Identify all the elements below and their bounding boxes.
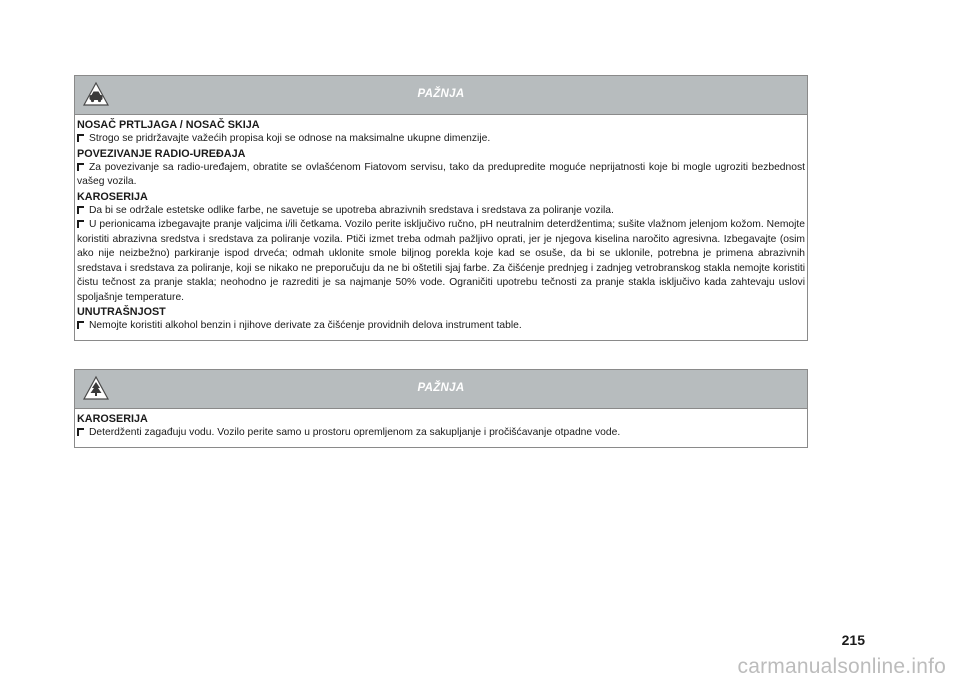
warning-header-2 — [75, 370, 807, 409]
bullet-icon — [77, 321, 86, 329]
bullet-icon — [77, 134, 86, 142]
paragraph: Za povezivanje sa radio-uređajem, obratite se ovlašćenom Fiatovom servisu, tako da predupredite moguće neprijatnosti koje bi mogle ugroziti bezbednost vašeg vozila. — [77, 161, 805, 187]
warning-box-1 — [74, 75, 808, 341]
paragraph: U perionicama izbegavajte pranje valjcima i/ili četkama. Vozilo perite isključivo ručno, pH neutralnim deterdžentima; sušite vlažnom jelenjom kožom. Nemojte koristiti abrazivna sredstva i sredstava za poliranje vozila. Ptiči izmet treba odmah pažljivo oprati, jer je njegova kiselina naročito agresivna. Izbegavajte (osim ako nije neizbežno) parkiranje ispod drveća; odmah uklonite smole biljnog porekla koje kad se osuše, da bi se uklonile, potrebna je primena abrazivnih sredstava i sredstava za poliranje, koji se nikako ne preporučuju da ne bi oštetili sjaj farbe. Za čišćenje prednjeg i zadnjeg vetrobranskog stakla nemojte koristiti čistu tečnost za pranje stakla; neohodno je razrediti je sa najmanje 50% vode. Ograničiti upotrebu tečnosti za pranje stakla isključivo kada zahtevaju uslovi spoljašnje temperature. — [77, 219, 805, 303]
section-heading: POVEZIVANJE RADIO-UREĐAJA — [77, 147, 246, 160]
section-heading: UNUTRAŠNJOST — [77, 306, 166, 318]
paragraph: Nemojte koristiti alkohol benzin i njihove derivate za čišćenje providnih delova instrument table. — [77, 319, 805, 334]
paragraph: Deterdženti zagađuju vodu. Vozilo perite samo u prostoru opremljenom za sakupljanje i pročišćavanje otpadne vode. — [77, 426, 805, 441]
bullet-icon — [77, 206, 86, 214]
section-heading: KAROSERIJA — [77, 190, 148, 203]
bullet-icon — [77, 220, 86, 228]
bullet-icon — [77, 163, 86, 171]
warning-box-2 — [74, 369, 808, 448]
warning-body-2 — [75, 409, 807, 447]
section-heading: NOSAČ PRTLJAGA / NOSAČ SKIJA — [77, 119, 260, 131]
watermark-text: carmanualsonline.info — [737, 655, 946, 678]
warning-header-1 — [75, 76, 807, 115]
warning-body-1 — [75, 115, 807, 340]
warning-title: PAŽNJA — [417, 382, 465, 394]
section-heading: KAROSERIJA — [77, 413, 148, 425]
paragraph: Da bi se održale estetske odlike farbe, ne savetuje se upotreba abrazivnih sredstava i sredstava za poliranje vozila. — [77, 204, 805, 219]
warning-title: PAŽNJA — [417, 88, 465, 100]
bullet-icon — [77, 428, 86, 436]
page-number: 215 — [841, 632, 865, 648]
paragraph: Strogo se pridržavajte važećih propisa koji se odnose na maksimalne ukupne dimenzije. — [77, 132, 805, 147]
